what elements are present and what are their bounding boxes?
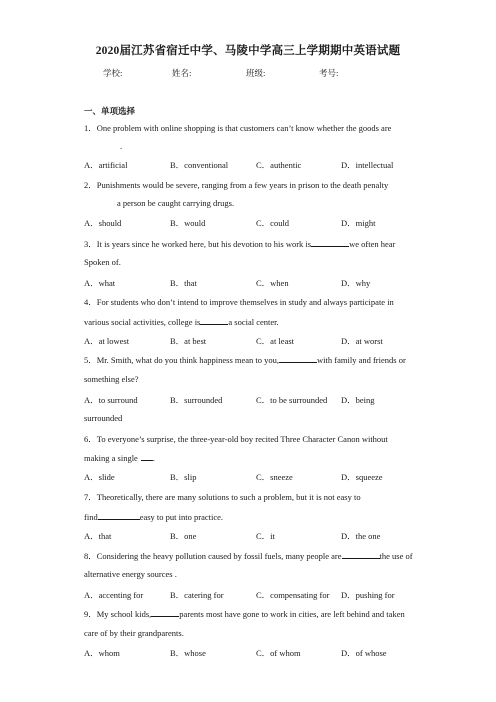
exam-title: 2020届江苏省宿迁中学、马陵中学高三上学期期中英语试题 bbox=[95, 45, 401, 57]
question-text: Spoken of. bbox=[84, 257, 121, 267]
option-a[interactable]: A．should bbox=[84, 218, 122, 228]
class-label: 班级: bbox=[246, 68, 266, 78]
option-d-continued: surrounded bbox=[84, 413, 123, 423]
option-d[interactable]: D．being bbox=[341, 395, 375, 405]
option-a[interactable]: A．at lowest bbox=[84, 336, 130, 346]
option-b[interactable]: B．conventional bbox=[170, 160, 229, 170]
option-c[interactable]: C．of whom bbox=[256, 648, 301, 658]
exam-number-label: 考号: bbox=[319, 68, 339, 78]
option-a[interactable]: A．accenting for bbox=[84, 590, 144, 600]
option-a[interactable]: A．slide bbox=[84, 472, 115, 482]
option-a[interactable]: A．whom bbox=[84, 648, 120, 658]
option-a[interactable]: A．what bbox=[84, 278, 116, 288]
option-a[interactable]: A．to surround bbox=[84, 395, 138, 405]
question-text: 8．Considering the heavy pollution caused by fossil fuels, many people are the use of bbox=[84, 551, 413, 561]
section-title: 一、单项选择 bbox=[84, 106, 136, 116]
question-text: something else? bbox=[84, 374, 139, 384]
option-b[interactable]: B．would bbox=[170, 218, 206, 228]
option-a[interactable]: A．artificial bbox=[84, 160, 128, 170]
option-d[interactable]: D．the one bbox=[341, 531, 381, 541]
option-d[interactable]: D．intellectual bbox=[341, 160, 394, 170]
question-text: 6．To everyone’s surprise, the three-year-old boy recited Three Character Canon without bbox=[84, 434, 388, 444]
option-c[interactable]: C．could bbox=[256, 218, 290, 228]
option-b[interactable]: B．that bbox=[170, 278, 197, 288]
question-text: 9．My school kids, parents most have gone to work in cities, are left behind and taken bbox=[84, 609, 405, 619]
option-c[interactable]: C．authentic bbox=[256, 160, 302, 170]
option-b[interactable]: B．whose bbox=[170, 648, 206, 658]
option-c[interactable]: C．at least bbox=[256, 336, 295, 346]
question-text: making a single . bbox=[84, 453, 155, 463]
question-text: various social activities, college is a social center. bbox=[84, 317, 279, 327]
question-text: 1．One problem with online shopping is that customers can’t know whether the goods are bbox=[84, 123, 392, 133]
question-text: 5．Mr. Smith, what do you think happiness mean to you, with family and friends or bbox=[84, 355, 406, 365]
option-d[interactable]: D．of whose bbox=[341, 648, 387, 658]
option-b[interactable]: B．at best bbox=[170, 336, 207, 346]
option-b[interactable]: B．slip bbox=[170, 472, 197, 482]
option-d[interactable]: D．pushing for bbox=[341, 590, 395, 600]
option-a[interactable]: A．that bbox=[84, 531, 112, 541]
question-text: alternative energy sources . bbox=[84, 569, 177, 579]
question-text: 3．It is years since he worked here, but his devotion to his work is we often hear bbox=[84, 239, 396, 249]
name-label: 姓名: bbox=[172, 68, 192, 78]
option-c[interactable]: C．when bbox=[256, 278, 289, 288]
option-b[interactable]: B．catering for bbox=[170, 590, 224, 600]
option-b[interactable]: B．surrounded bbox=[170, 395, 223, 405]
option-b[interactable]: B．one bbox=[170, 531, 197, 541]
option-c[interactable]: C．to be surrounded bbox=[256, 395, 328, 405]
option-d[interactable]: D．why bbox=[341, 278, 371, 288]
school-label: 学校: bbox=[103, 68, 123, 78]
option-c[interactable]: C．compensating for bbox=[256, 590, 330, 600]
question-text: 7．Theoretically, there are many solutions to such a problem, but it is not easy to bbox=[84, 492, 361, 502]
option-d[interactable]: D．squeeze bbox=[341, 472, 383, 482]
option-d[interactable]: D．at worst bbox=[341, 336, 383, 346]
question-text: 2．Punishments would be severe, ranging from a few years in prison to the death penalty bbox=[84, 180, 389, 190]
question-text: care of by their grandparents. bbox=[84, 628, 184, 638]
question-text: find easy to put into practice. bbox=[84, 512, 224, 522]
question-text: 4．For students who don’t intend to improve themselves in study and always participate in bbox=[84, 297, 394, 307]
question-text: . bbox=[120, 141, 123, 151]
option-c[interactable]: C．sneeze bbox=[256, 472, 293, 482]
option-c[interactable]: C．it bbox=[256, 531, 275, 541]
question-text: a person be caught carrying drugs. bbox=[117, 198, 235, 208]
option-d[interactable]: D．might bbox=[341, 218, 376, 228]
